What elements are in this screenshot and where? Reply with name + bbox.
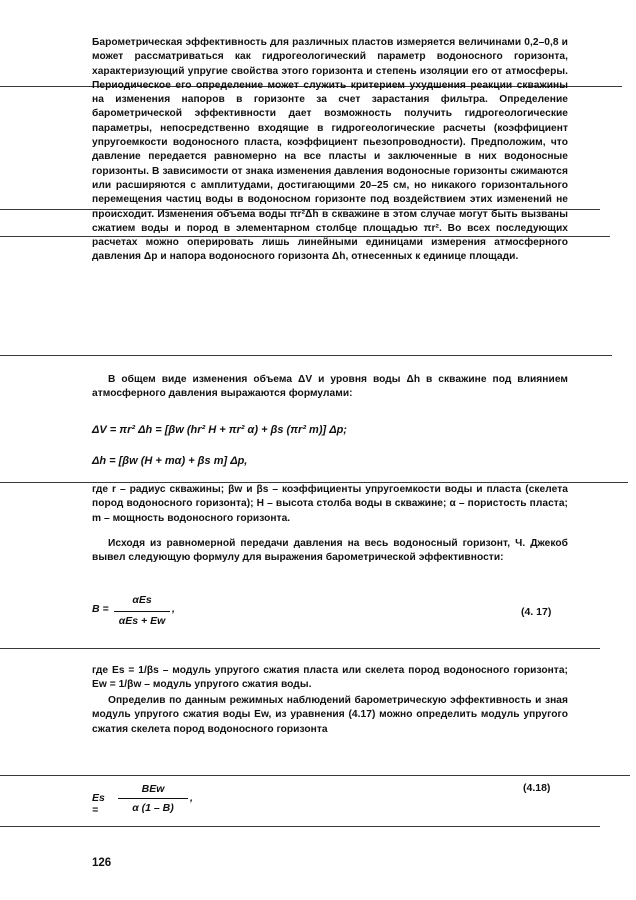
scan-rule [0, 648, 600, 649]
equation-lhs: B = [92, 603, 109, 615]
formula-level-change: Δh = [βw (H + mα) + βs m] Δp, [92, 455, 248, 467]
equation-numerator: αEs [132, 594, 152, 606]
equation-number-4-17: (4. 17) [521, 606, 552, 618]
paragraph-variable-definitions: где r – радиус скважины; βw и βs – коэффициенты упругоемкости воды и пласта (скелета пород водоносного горизонта); H – высота столба воды в скважине; α – пористость пласта; m – мощность водоносного горизонта. [92, 484, 568, 524]
equation-denominator: α (1 – B) [132, 802, 174, 814]
formula-volume-change: ΔV = πr² Δh = [βw (hr² H + πr² α) + βs (πr² m)] Δp; [92, 424, 347, 436]
paragraph-determine-modulus: Определив по данным режимных наблюдений барометрическую эффективность и зная модуль упругого сжатия воды Ew, из уравнения (4.17) можно определить модуль упругого сжатия скелета пород водоносного горизонта [92, 695, 568, 735]
equation-lhs: Es = [92, 792, 105, 816]
equation-4-17 [92, 594, 568, 634]
equation-numerator: BEw [141, 783, 165, 795]
equation-denominator: αEs + Ew [118, 615, 166, 627]
scan-rule [0, 826, 600, 827]
page-number: 126 [92, 857, 112, 869]
equation-comma: , [172, 603, 175, 615]
paragraph-jacob-formula: Исходя из равномерной передачи давления на весь водоносный горизонт, Ч. Джекоб вывел следующую формулу для выражения барометрической эффективности: [92, 538, 568, 564]
scan-rule [0, 775, 630, 776]
paragraph-modulus-definitions: где Es = 1/βs – модуль упругого сжатия пласта или скелета пород водоносного горизонта; Ew = 1/βw – модуль упругого сжатия воды. [92, 665, 568, 691]
fraction-bar [114, 611, 170, 612]
fraction-bar [118, 798, 188, 799]
equation-comma: , [190, 792, 193, 804]
scan-rule [0, 355, 612, 356]
equation-number-4-18: (4.18) [523, 782, 551, 794]
paragraph-general-form: В общем виде изменения объема ΔV и уровня воды Δh в скважине под влиянием атмосферного давления выражаются формулами: [92, 374, 568, 400]
equation-4-18 [92, 783, 568, 823]
paragraph-intro: Барометрическая эффективность для различных пластов измеряется величинами 0,2–0,8 и может рассматриваться как гидрогеологический параметр водоносного горизонта, характеризующий упругие свойства этого горизонта и степень изоляции его от атмосферы. Периодическое его определение может служить критерием ухудшения реакции скважины на изменения напоров в горизонте за счет зарастания фильтра. Определение барометрической эффективности дает возможность получить гидрогеологические параметры, непосредственно входящие в гидрогеологические расчеты (коэффициент упругоемкости водоносного пласта, коэффициент пьезопроводности). Предположим, что давление передается равномерно на все пласты и заключенные в них водоносные горизонты. В зависимости от знака изменения давления водоносные горизонты сжимаются или расширяются с амплитудами, достигающими 20–25 см, но никакого горизонтального перемещения частиц воды в водоносном горизонте под воздействием этих изменений не происходит. Изменения объема воды πr²Δh в скважине в этом случае могут быть вызваны сжатием воды и пород в элементарном столбце площадью πr². Во всех последующих расчетах можно оперировать лишь линейными единицами измерения атмосферного давления Δp и напора водоносного горизонта Δh, отнесенных к единице площади. [92, 37, 568, 263]
